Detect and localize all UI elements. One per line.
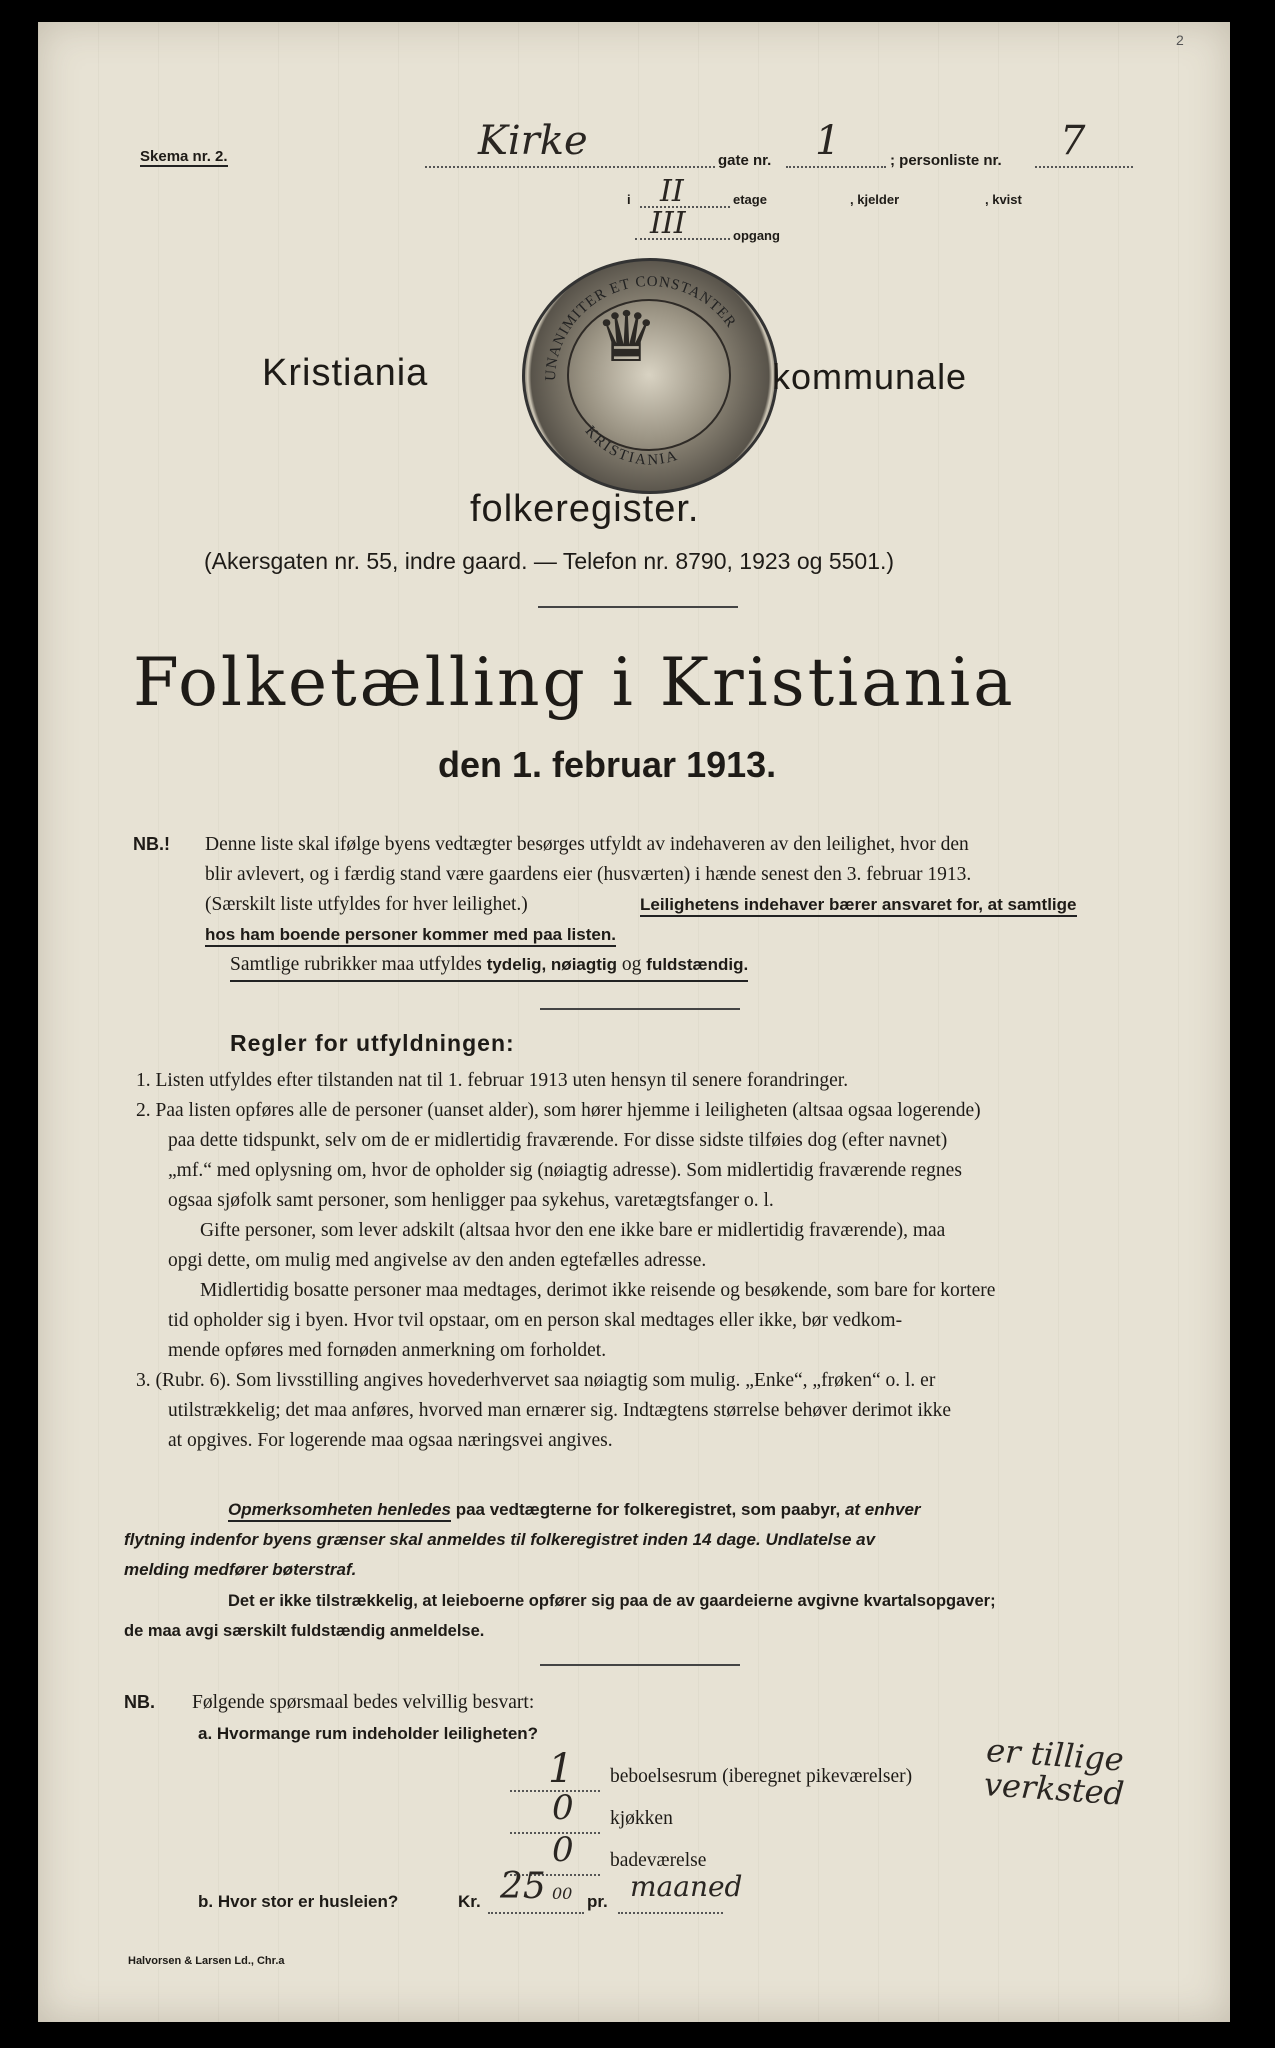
rules-heading: Regler for utfyldningen: — [230, 1030, 515, 1056]
divider — [540, 1008, 740, 1010]
attention-line-1a: Opmerksomheten henledes — [228, 1500, 451, 1522]
gate-line — [786, 166, 886, 168]
seal-inscription-top: UNANIMITER ET CONSTANTER — [542, 273, 740, 382]
etage-label: etage — [733, 192, 767, 207]
rooms-note-handwritten: er tillige verksted — [982, 1731, 1126, 1813]
rule-line-6: Gifte personer, som lever adskilt (altsaa hvor den ene ikke bare er midlertidig fraværende), maa — [200, 1220, 946, 1241]
pr-label: pr. — [587, 1892, 608, 1911]
rooms-label: beboelsesrum (iberegnet pikeværelser) — [610, 1766, 913, 1787]
nb-line-4: hos ham boende personer kommer med paa listen. — [205, 925, 616, 947]
kjelder-label: , kjelder — [850, 192, 900, 207]
attention-line-3: melding medfører bøterstraf. — [124, 1560, 357, 1579]
nb-line-1: Denne liste skal ifølge byens vedtægter besørges utfyldt av indehaveren av den leilighet, hvor den — [205, 834, 969, 855]
attention-line-1b: paa vedtægterne for folkeregistret, som paabyr, — [455, 1500, 841, 1519]
rent-period-handwritten: maaned — [630, 1870, 743, 1903]
rule-line-11: 3. (Rubr. 6). Som livsstilling angives hovederhvervet saa nøiagtig som mulig. „Enke“, „frøken“ o. l. er — [136, 1370, 936, 1391]
attention-line-1c: at enhver — [844, 1500, 921, 1519]
kristiania-city-seal: ♛ UNANIMITER ET CONSTANTER KRISTIANIA — [522, 258, 778, 494]
printer-imprint: Halvorsen & Larsen Ld., Chr.a — [128, 1955, 285, 1967]
rule-line-3: paa dette tidspunkt, selv om de er midlertidig fraværende. For disse sidste tilføies dog (efter navnet) — [168, 1130, 948, 1151]
divider — [540, 1664, 740, 1666]
rule-line-5: ogsaa sjøfolk samt personer, som henligger paa sykehus, varetægtsfanger o. l. — [168, 1190, 774, 1211]
skema-label: Skema nr. 2. — [140, 148, 228, 165]
form-date: den 1. februar 1913. — [438, 744, 777, 785]
street-handwritten: Kirke — [478, 118, 588, 164]
org-name: folkeregister. — [470, 488, 700, 530]
rule-line-1: 1. Listen utfyldes efter tilstanden nat til 1. februar 1913 uten hensyn til senere forandringer. — [136, 1070, 849, 1091]
kitchen-value: 0 — [552, 1788, 574, 1828]
nb-line-5b: tydelig, nøiagtig — [486, 955, 618, 974]
bath-label: badeværelse — [610, 1850, 707, 1871]
personliste-handwritten: 7 — [1060, 118, 1086, 164]
nb-line-5d: fuldstændig. — [646, 955, 749, 974]
gate-label: gate nr. — [718, 152, 772, 169]
kr-label: Kr. — [458, 1892, 481, 1911]
attention-line-4: Det er ikke tilstrækkelig, at leieboerne opfører sig paa de av gaardeierne avgivne kvartalsopgaver; — [228, 1592, 996, 1610]
attention-line-5: de maa avgi særskilt fuldstændig anmeldelse. — [124, 1622, 485, 1640]
question-a-label: a. Hvormange rum indeholder leiligheten? — [198, 1724, 539, 1743]
bath-value: 0 — [552, 1830, 574, 1870]
org-address: (Akersgaten nr. 55, indre gaard. — Telefon nr. 8790, 1923 og 5501.) — [204, 548, 895, 574]
nb-line-3b: Leilighetens indehaver bærer ansvaret for, at samtlige — [640, 895, 1077, 917]
divider — [538, 606, 738, 608]
rooms-value: 1 — [548, 1746, 574, 1792]
kvist-label: , kvist — [985, 192, 1022, 207]
nb-line-2: blir avlevert, og i færdig stand være gaardens eier (husværten) i hænde senest den 3. februar 1913. — [205, 864, 972, 885]
rule-line-13: at opgives. For logerende maa ogsaa næringsvei angives. — [168, 1430, 613, 1451]
personliste-line — [1035, 166, 1133, 168]
gate-number-handwritten: 1 — [815, 118, 841, 164]
rent-value: 25 — [500, 1866, 546, 1907]
questions-intro: Følgende spørsmaal bedes velvillig besvart: — [192, 1692, 535, 1713]
org-left: Kristiania — [262, 352, 429, 394]
seal-inscription-bottom: KRISTIANIA — [581, 423, 681, 469]
rule-line-7: opgi dette, om mulig med angivelse av den anden egtefælles adresse. — [168, 1250, 707, 1271]
nb-line-5c: og — [621, 954, 642, 975]
rule-line-12: utilstrækkelig; det maa anføres, hvorved man ernærer sig. Indtægtens størrelse behøver derimot ikke — [168, 1400, 952, 1421]
period-line — [618, 1912, 723, 1914]
street-line — [425, 166, 715, 168]
rule-line-2: 2. Paa listen opføres alle de personer (uanset alder), som hører hjemme i leiligheten (altsaa ogsaa logerende) — [136, 1100, 981, 1121]
i-label: i — [627, 192, 631, 207]
rent-ore: 00 — [552, 1884, 573, 1903]
page-number: 2 — [1176, 32, 1184, 48]
rule-line-4: „mf.“ med oplysning om, hvor de opholder sig (nøiagtig adresse). Som midlertidig fraværende regnes — [168, 1160, 962, 1181]
org-right: kommunale — [772, 356, 968, 397]
nb-line-3a: (Særskilt liste utfyldes for hver leilighet.) — [205, 894, 528, 915]
personliste-label: ; personliste nr. — [890, 152, 1002, 169]
svg-text:UNANIMITER ET CONSTANTER — [543, 274, 739, 381]
rule-line-10: mende opføres med fornøden anmerkning om forholdet. — [168, 1340, 607, 1361]
opgang-label: opgang — [733, 228, 780, 243]
rule-line-9: tid opholder sig i byen. Hvor tvil opstaar, om en person skal medtages eller ikke, bør vedkom- — [168, 1310, 903, 1331]
etage-handwritten: II — [660, 174, 684, 209]
form-title: Folketælling i Kristiania — [133, 644, 1016, 721]
rent-line — [488, 1912, 584, 1914]
svg-text:KRISTIANIA — [582, 423, 681, 468]
opgang-handwritten: III — [650, 206, 686, 241]
questions-marker: NB. — [124, 1692, 155, 1712]
question-b-label: b. Hvor stor er husleien? — [198, 1892, 399, 1911]
kitchen-label: kjøkken — [610, 1808, 673, 1829]
nb-marker: NB.! — [133, 834, 170, 854]
rule-line-8: Midlertidig bosatte personer maa medtages, derimot ikke reisende og besøkende, som bare for kortere — [200, 1280, 996, 1301]
attention-line-2: flytning indenfor byens grænser skal anmeldes til folkeregistret inden 14 dage. Undlatelse av — [124, 1530, 876, 1549]
nb-line-5a: Samtlige rubrikker maa utfyldes — [230, 954, 482, 975]
